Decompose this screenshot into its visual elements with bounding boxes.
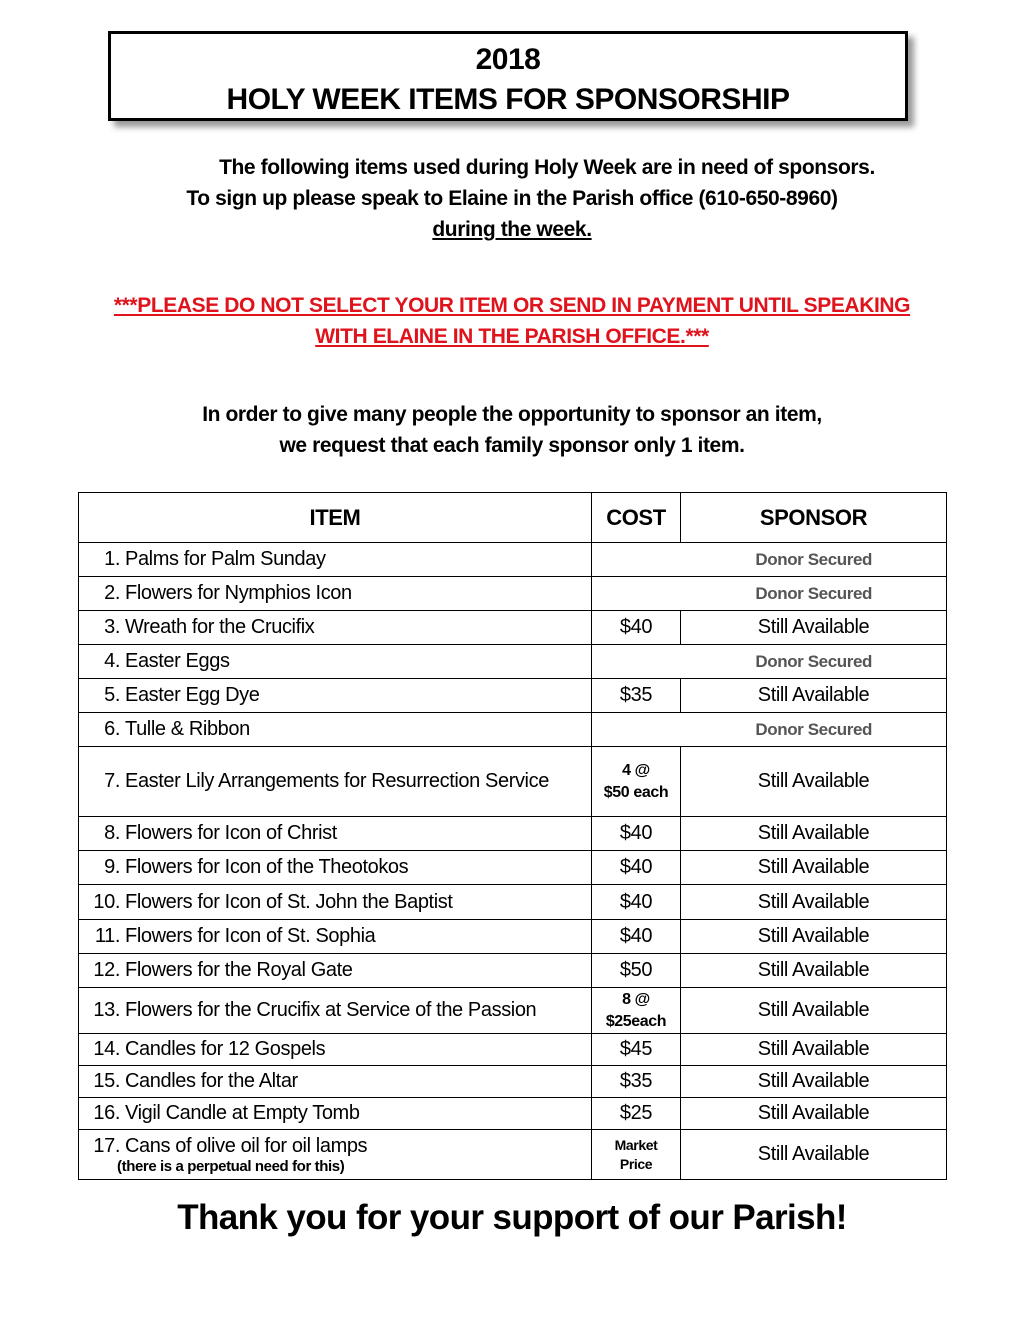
item-name: Candles for the Altar: [125, 1070, 298, 1092]
item-cell: [79, 851, 592, 885]
item-number: 7.: [104, 770, 120, 792]
intro-line-3: during the week.: [432, 218, 592, 241]
item-name: Flowers for Icon of St. Sophia: [125, 925, 376, 947]
item-cell: [79, 954, 592, 988]
request-line-1: In order to give many people the opportunity to sponsor an item,: [202, 403, 822, 426]
header-item: ITEM: [79, 493, 592, 543]
sponsor-cell: Still Available: [681, 885, 947, 920]
table-row: [79, 988, 947, 1034]
request-note: [0, 399, 1024, 461]
cost-line-1: 8 @: [622, 990, 650, 1008]
item-cell: [79, 747, 592, 817]
cost-cell: [592, 1130, 681, 1180]
item-number: 4.: [104, 650, 120, 672]
intro-line-2: To sign up please speak to Elaine in the Parish office (610-650-8960): [186, 187, 838, 210]
item-number: 15.: [93, 1070, 120, 1092]
intro-line-1: The following items used during Holy Week are in need of sponsors.: [219, 156, 875, 179]
item-name: Easter Lily Arrangements for Resurrection Service: [125, 770, 549, 792]
item-number: 16.: [93, 1102, 120, 1124]
item-name: Cans of olive oil for oil lamps: [125, 1134, 368, 1157]
table-row: [79, 1098, 947, 1130]
table-row: [79, 954, 947, 988]
item-cell: [79, 885, 592, 920]
table-row: [79, 1034, 947, 1066]
sponsor-cell: Still Available: [681, 747, 947, 817]
item-cell: [79, 611, 592, 645]
sponsor-cell: Still Available: [681, 1098, 947, 1130]
intro-text: [0, 152, 1024, 245]
cost-cell: $40: [592, 817, 681, 851]
item-name: Easter Eggs: [125, 650, 230, 672]
cost-line-2: $50 each: [603, 783, 669, 801]
item-number: 2.: [104, 582, 120, 604]
table-row: [79, 611, 947, 645]
cost-cell: $40: [592, 851, 681, 885]
item-cell: [79, 543, 592, 577]
sponsor-cell: Still Available: [681, 817, 947, 851]
item-number: 5.: [104, 684, 120, 706]
cost-cell: $35: [592, 1066, 681, 1098]
table-row: [79, 543, 947, 577]
cost-cell: $45: [592, 1034, 681, 1066]
table-header-row: [79, 493, 947, 543]
table-row: [79, 713, 947, 747]
item-number: 6.: [104, 718, 120, 740]
item-cell: [79, 713, 592, 747]
warning-notice: [0, 290, 1024, 352]
item-cell: [79, 679, 592, 713]
item-name: Easter Egg Dye: [125, 684, 260, 706]
header-cost: COST: [592, 493, 681, 543]
cost-cell: $25: [592, 1098, 681, 1130]
title-box: [108, 31, 908, 121]
sponsor-cell: Still Available: [681, 1130, 947, 1180]
item-cell: [79, 1098, 592, 1130]
sponsor-cell: Donor Secured: [592, 645, 947, 679]
item-name: Flowers for Icon of Christ: [125, 822, 337, 844]
sponsor-cell: Still Available: [681, 988, 947, 1034]
item-number: 10.: [93, 890, 120, 913]
cost-cell: $35: [592, 679, 681, 713]
cost-cell: $40: [592, 611, 681, 645]
item-number: 1.: [104, 548, 120, 570]
thank-you-message: Thank you for your support of our Parish!: [177, 1198, 847, 1237]
item-name: Palms for Palm Sunday: [125, 548, 326, 570]
page-title: HOLY WEEK ITEMS FOR SPONSORSHIP: [226, 83, 790, 116]
cost-cell: $50: [592, 954, 681, 988]
sponsor-cell: Donor Secured: [592, 543, 947, 577]
sponsor-cell: Donor Secured: [592, 713, 947, 747]
item-name: Flowers for the Royal Gate: [125, 959, 353, 981]
item-name: Vigil Candle at Empty Tomb: [125, 1102, 360, 1124]
item-number: 3.: [104, 616, 120, 638]
item-name: Flowers for the Crucifix at Service of the Passion: [125, 999, 537, 1021]
table-row: [79, 577, 947, 611]
item-number: 9.: [104, 856, 120, 878]
item-cell: [79, 1130, 592, 1180]
item-name: Candles for 12 Gospels: [125, 1038, 326, 1060]
sponsor-cell: Still Available: [681, 611, 947, 645]
item-number: 12.: [93, 959, 120, 981]
item-number: 17.: [93, 1134, 120, 1157]
table-row: [79, 920, 947, 954]
cost-line-1: 4 @: [622, 761, 650, 779]
item-name: Flowers for Icon of St. John the Baptist: [125, 890, 453, 913]
title-year: 2018: [475, 43, 541, 76]
request-line-2: we request that each family sponsor only 1 item.: [279, 434, 745, 457]
item-cell: [79, 645, 592, 679]
sponsor-cell: Donor Secured: [592, 577, 947, 611]
cost-line-2: Price: [619, 1155, 653, 1172]
sponsor-cell: Still Available: [681, 851, 947, 885]
table-row: [79, 1066, 947, 1098]
item-name: Tulle & Ribbon: [125, 718, 250, 740]
item-number: 11.: [94, 925, 120, 947]
item-cell: [79, 1066, 592, 1098]
header-sponsor: SPONSOR: [681, 493, 947, 543]
sponsorship-table: [78, 492, 947, 1180]
table-row: [79, 817, 947, 851]
item-name: Wreath for the Crucifix: [125, 616, 315, 638]
table-row: [79, 1130, 947, 1180]
cost-cell: $40: [592, 885, 681, 920]
warning-line-2: WITH ELAINE IN THE PARISH OFFICE.***: [315, 325, 709, 348]
sponsor-cell: Still Available: [681, 679, 947, 713]
sponsor-cell: Still Available: [681, 1066, 947, 1098]
item-number: 13.: [93, 999, 120, 1021]
item-cell: [79, 1034, 592, 1066]
table-row: [79, 885, 947, 920]
item-number: 14.: [93, 1038, 120, 1060]
item-name: Flowers for Nymphios Icon: [125, 582, 352, 604]
item-cell: [79, 920, 592, 954]
table-row: [79, 645, 947, 679]
item-cell: [79, 817, 592, 851]
cost-cell: [592, 747, 681, 817]
table-row: [79, 679, 947, 713]
cost-cell: [592, 988, 681, 1034]
item-cell: [79, 988, 592, 1034]
sponsor-cell: Still Available: [681, 954, 947, 988]
table-row: [79, 851, 947, 885]
cost-line-2: $25each: [605, 1012, 667, 1030]
table-row: [79, 747, 947, 817]
warning-line-1: ***PLEASE DO NOT SELECT YOUR ITEM OR SEND IN PAYMENT UNTIL SPEAKING: [113, 294, 911, 317]
sponsor-cell: Still Available: [681, 920, 947, 954]
sponsor-cell: Still Available: [681, 1034, 947, 1066]
item-cell: [79, 577, 592, 611]
item-note: (there is a perpetual need for this): [117, 1157, 345, 1175]
cost-line-1: Market: [614, 1136, 658, 1153]
item-name: Flowers for Icon of the Theotokos: [125, 856, 409, 878]
cost-cell: $40: [592, 920, 681, 954]
item-number: 8.: [104, 822, 120, 844]
